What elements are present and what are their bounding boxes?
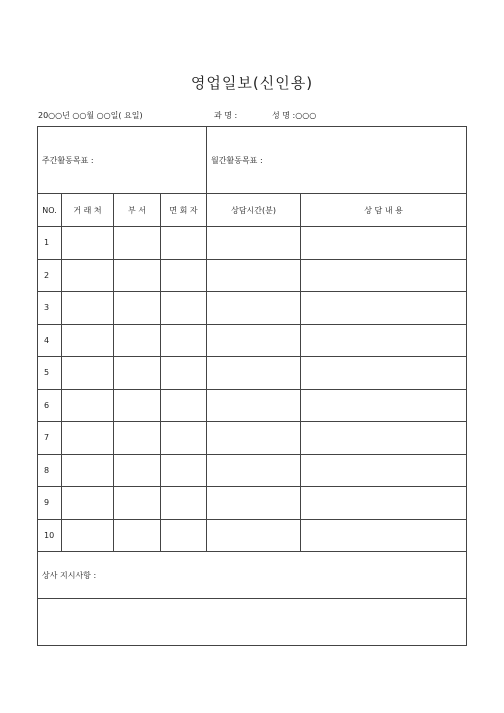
header-no: NO. — [38, 194, 62, 227]
time-cell[interactable] — [207, 519, 301, 552]
interviewee-cell[interactable] — [161, 422, 207, 455]
sales-report-table — [37, 126, 467, 646]
department-cell[interactable] — [114, 292, 161, 325]
content-cell[interactable] — [301, 259, 467, 292]
content-cell[interactable] — [301, 519, 467, 552]
department-cell[interactable] — [114, 324, 161, 357]
department-cell[interactable] — [114, 227, 161, 260]
content-cell[interactable] — [301, 389, 467, 422]
table-row — [38, 389, 467, 422]
date-field: 20○○년 ○○월 ○○일( 요일) — [38, 111, 143, 120]
header-client: 거 래 처 — [62, 194, 114, 227]
table-row — [38, 357, 467, 390]
header-content: 상 담 내 용 — [301, 194, 467, 227]
client-cell[interactable] — [62, 389, 114, 422]
department-cell[interactable] — [114, 389, 161, 422]
interviewee-cell[interactable] — [161, 357, 207, 390]
interviewee-cell[interactable] — [161, 292, 207, 325]
content-cell[interactable] — [301, 357, 467, 390]
time-cell[interactable] — [207, 227, 301, 260]
interviewee-cell[interactable] — [161, 454, 207, 487]
monthly-goal-cell[interactable] — [207, 127, 467, 194]
time-cell[interactable] — [207, 292, 301, 325]
table-row — [38, 292, 467, 325]
content-cell[interactable] — [301, 487, 467, 520]
department-cell[interactable] — [114, 487, 161, 520]
time-cell[interactable] — [207, 324, 301, 357]
client-cell[interactable] — [62, 519, 114, 552]
header-time: 상담시간(분) — [207, 194, 301, 227]
supervisor-instructions-cell[interactable] — [38, 552, 467, 599]
interviewee-cell[interactable] — [161, 389, 207, 422]
client-cell[interactable] — [62, 324, 114, 357]
monthly-goal-label: 월간활동목표 : — [211, 155, 263, 165]
supervisor-instructions-label: 상사 지시사항 : — [42, 570, 97, 580]
table-row — [38, 259, 467, 292]
interviewee-cell[interactable] — [161, 519, 207, 552]
row-number: 4 — [38, 324, 62, 357]
table-row — [38, 454, 467, 487]
page-title: 영업일보(신인용) — [190, 74, 314, 92]
table-header-row — [38, 194, 467, 227]
row-number: 1 — [38, 227, 62, 260]
row-number: 5 — [38, 357, 62, 390]
department-cell[interactable] — [114, 454, 161, 487]
row-number: 7 — [38, 422, 62, 455]
header-interviewee: 면 회 자 — [161, 194, 207, 227]
name-field: 성 명 :○○○ — [272, 111, 317, 120]
table-row — [38, 487, 467, 520]
row-number: 3 — [38, 292, 62, 325]
client-cell[interactable] — [62, 227, 114, 260]
row-number: 2 — [38, 259, 62, 292]
content-cell[interactable] — [301, 324, 467, 357]
table-row — [38, 227, 467, 260]
client-cell[interactable] — [62, 422, 114, 455]
row-number: 9 — [38, 487, 62, 520]
interviewee-cell[interactable] — [161, 227, 207, 260]
department-cell[interactable] — [114, 259, 161, 292]
header-department: 부 서 — [114, 194, 161, 227]
department-cell[interactable] — [114, 519, 161, 552]
time-cell[interactable] — [207, 259, 301, 292]
department-field: 과 명 : — [214, 111, 238, 120]
content-cell[interactable] — [301, 454, 467, 487]
interviewee-cell[interactable] — [161, 324, 207, 357]
weekly-goal-label: 주간활동목표 : — [42, 155, 94, 165]
table-row — [38, 422, 467, 455]
row-number: 10 — [38, 519, 62, 552]
department-cell[interactable] — [114, 422, 161, 455]
department-cell[interactable] — [114, 357, 161, 390]
table-row — [38, 519, 467, 552]
time-cell[interactable] — [207, 422, 301, 455]
time-cell[interactable] — [207, 389, 301, 422]
row-number: 8 — [38, 454, 62, 487]
client-cell[interactable] — [62, 487, 114, 520]
weekly-goal-cell[interactable] — [38, 127, 207, 194]
supervisor-instructions-area[interactable] — [38, 599, 467, 646]
client-cell[interactable] — [62, 357, 114, 390]
client-cell[interactable] — [62, 292, 114, 325]
row-number: 6 — [38, 389, 62, 422]
content-cell[interactable] — [301, 292, 467, 325]
client-cell[interactable] — [62, 454, 114, 487]
content-cell[interactable] — [301, 422, 467, 455]
client-cell[interactable] — [62, 259, 114, 292]
interviewee-cell[interactable] — [161, 487, 207, 520]
time-cell[interactable] — [207, 454, 301, 487]
table-row — [38, 324, 467, 357]
content-cell[interactable] — [301, 227, 467, 260]
time-cell[interactable] — [207, 357, 301, 390]
time-cell[interactable] — [207, 487, 301, 520]
interviewee-cell[interactable] — [161, 259, 207, 292]
